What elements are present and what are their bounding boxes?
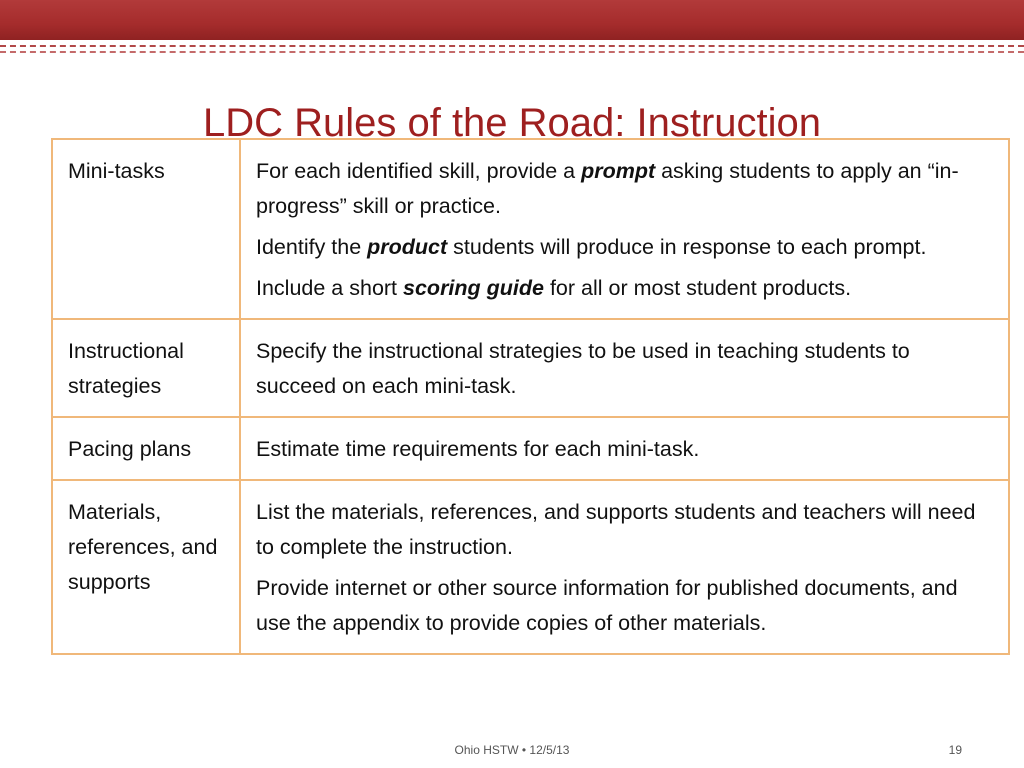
stitch-divider-top	[0, 45, 1024, 47]
row-description	[240, 480, 1009, 654]
table-row	[52, 319, 1009, 417]
description-paragraph: Provide internet or other source information for published documents, and use the appendix to provide copies of other materials.	[256, 576, 958, 635]
description-paragraph: List the materials, references, and supports students and teachers will need to complete the instruction.	[256, 500, 976, 559]
emphasis-term: scoring guide	[403, 276, 544, 300]
row-label: Mini-tasks	[52, 139, 240, 319]
description-paragraph: Estimate time requirements for each mini-task.	[256, 437, 700, 461]
description-paragraph: For each identified skill, provide a prompt asking students to apply an “in-progress” skill or practice.	[256, 159, 959, 218]
row-label: Pacing plans	[52, 417, 240, 480]
description-paragraph: Specify the instructional strategies to be used in teaching students to succeed on each mini-task.	[256, 339, 910, 398]
stitch-divider-bottom	[0, 51, 1024, 53]
row-description	[240, 417, 1009, 480]
footer-text: Ohio HSTW • 12/5/13	[454, 743, 570, 757]
table-row	[52, 480, 1009, 654]
row-description	[240, 319, 1009, 417]
description-paragraph: Identify the product students will produce in response to each prompt.	[256, 235, 927, 259]
table-row	[52, 417, 1009, 480]
row-label: Materials, references, and supports	[52, 480, 240, 654]
table-row	[52, 139, 1009, 319]
emphasis-term: prompt	[581, 159, 656, 183]
slide-title: LDC Rules of the Road: Instruction	[202, 100, 822, 145]
rules-table	[51, 138, 1010, 655]
emphasis-term: product	[367, 235, 448, 259]
header-banner	[0, 0, 1024, 40]
row-description	[240, 139, 1009, 319]
page-number: 19	[948, 743, 962, 757]
row-label: Instructional strategies	[52, 319, 240, 417]
description-paragraph: Include a short scoring guide for all or most student products.	[256, 276, 852, 300]
